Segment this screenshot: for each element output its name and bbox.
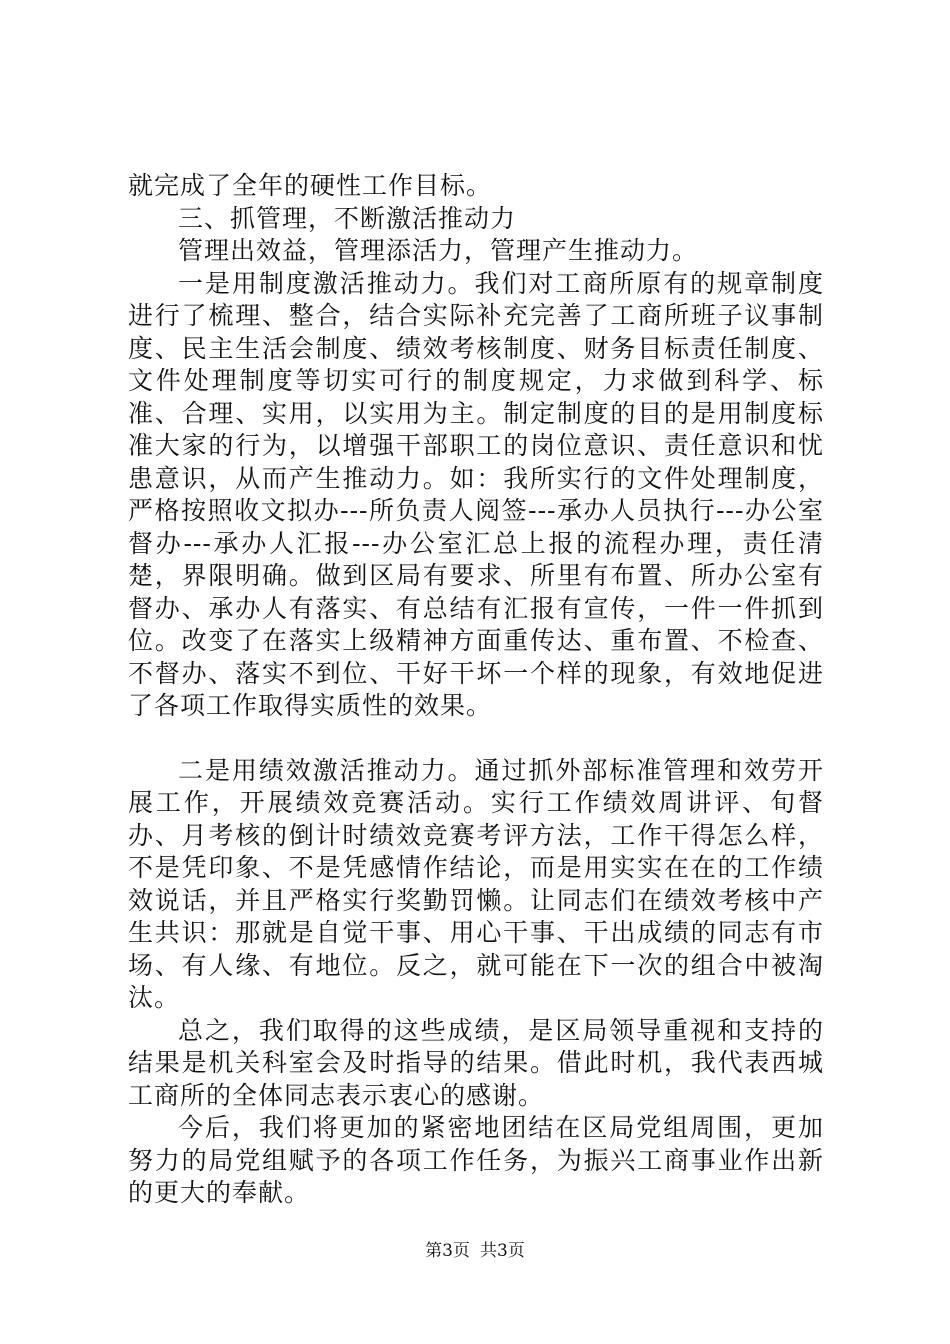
document-body bbox=[128, 170, 824, 1210]
section-heading: 三、抓管理，不断激活推动力 bbox=[178, 203, 517, 233]
paragraph-continuation: 就完成了全年的硬性工作目标。 bbox=[128, 171, 493, 200]
page-number: 第3页 bbox=[425, 1241, 470, 1261]
paragraph-closing: 今后，我们将更加的紧密地团结在区局党组周围，更加努力的局党组赋予的各项工作任务，为振兴工商事业作出新的更大的奉献。 bbox=[128, 1113, 824, 1207]
paragraph-system: 一是用制度激活推动力。我们对工商所原有的规章制度进行了梳理、整合，结合实际补充完善了工商所班子议事制度、民主生活会制度、绩效考核制度、财务目标责任制度、文件处理制度等切实可行的制度规定，力求做到科学、标准、合理、实用，以实用为主。制定制度的目的是用制度标准大家的行为，以增强干部职工的岗位意识、责任意识和忧患意识，从而产生推动力。如：我所实行的文件处理制度，严格按照收文拟办---所负责人阅签---承办人员执行---办公室督办---承办人汇报---办公室汇总上报的流程办理，责任清楚，界限明确。做到区局有要求、所里有布置、所办公室有督办、承办人有落实、有总结有汇报有宣传，一件一件抓到位。改变了在落实上级精神方面重传达、重布置、不检查、不督办、落实不到位、干好干坏一个样的现象，有效地促进了各项工作取得实质性的效果。 bbox=[128, 268, 824, 720]
page-total: 共3页 bbox=[480, 1241, 525, 1261]
paragraph-performance: 二是用绩效激活推动力。通过抓外部标准管理和效劳开展工作，开展绩效竞赛活动。实行工作绩效周讲评、旬督办、月考核的倒计时绩效竞赛考评方法，工作干得怎么样，不是凭印象、不是凭感情作结论，而是用实实在在的工作绩效说话，并且严格实行奖勤罚懒。让同志们在绩效考核中产生共识：那就是自觉干事、用心干事、干出成绩的同志有市场、有人缘、有地位。反之，就可能在下一次的组合中被淘汰。 bbox=[128, 755, 824, 1012]
paragraph-intro: 管理出效益，管理添活力，管理产生推动力。 bbox=[178, 236, 699, 265]
paragraph-summary: 总之，我们取得的这些成绩，是区局领导重视和支持的结果是机关科室会及时指导的结果。借此时机，我代表西城工商所的全体同志表示衷心的感谢。 bbox=[128, 1015, 824, 1110]
page-footer bbox=[0, 1240, 950, 1262]
